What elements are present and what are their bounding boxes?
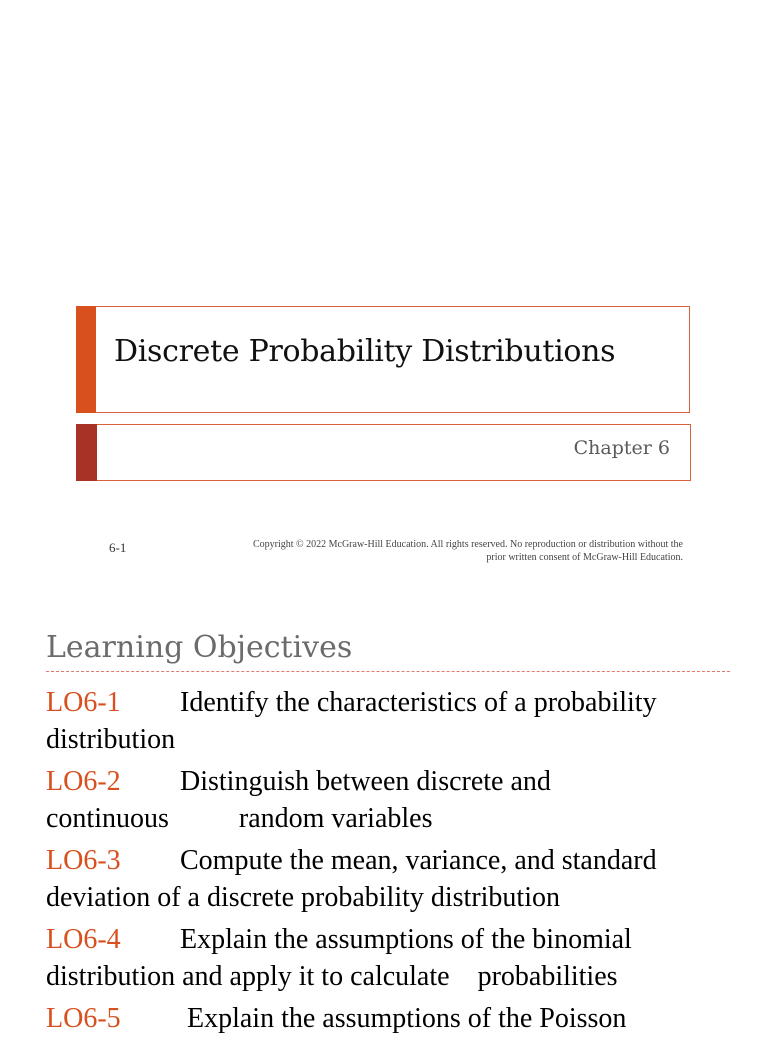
- objective-text: Compute the mean, variance, and standard deviation of a discrete probability distribution: [46, 845, 657, 913]
- objective-code: LO6-2: [46, 766, 121, 797]
- title-accent-bar: [76, 306, 96, 413]
- objective-item: [46, 1000, 746, 1037]
- objective-text: Explain the assumptions of the Poisson: [180, 1003, 627, 1034]
- objectives-list: [46, 684, 746, 1042]
- objective-item: [46, 763, 746, 837]
- objective-item: [46, 842, 746, 916]
- objective-code: LO6-3: [46, 845, 121, 876]
- title-box: [76, 306, 690, 413]
- subtitle-accent-bar: [76, 424, 97, 481]
- copyright-line-2: prior written consent of McGraw-Hill Education.: [486, 552, 683, 563]
- heading-divider: [46, 671, 730, 672]
- objectives-heading: Learning Objectives: [46, 630, 353, 665]
- objective-text: Identify the characteristics of a probability distribution: [46, 687, 657, 755]
- copyright-notice: [203, 538, 683, 564]
- objective-text: Distinguish between discrete and continuous random variables: [46, 766, 551, 834]
- objective-item: [46, 684, 746, 758]
- objective-code: LO6-1: [46, 687, 121, 718]
- objective-item: [46, 921, 746, 995]
- slide-subtitle: Chapter 6: [573, 437, 670, 459]
- subtitle-box: [76, 424, 691, 481]
- copyright-line-1: Copyright © 2022 McGraw-Hill Education. All rights reserved. No reproduction or distribution without the: [252, 539, 683, 550]
- objective-code: LO6-4: [46, 924, 121, 955]
- slide-title: Discrete Probability Distributions: [114, 334, 616, 369]
- objective-code: LO6-5: [46, 1003, 121, 1034]
- slide-number: 6-1: [109, 540, 127, 555]
- objective-text: Explain the assumptions of the binomial distribution and apply it to calculate probabilities: [46, 924, 632, 992]
